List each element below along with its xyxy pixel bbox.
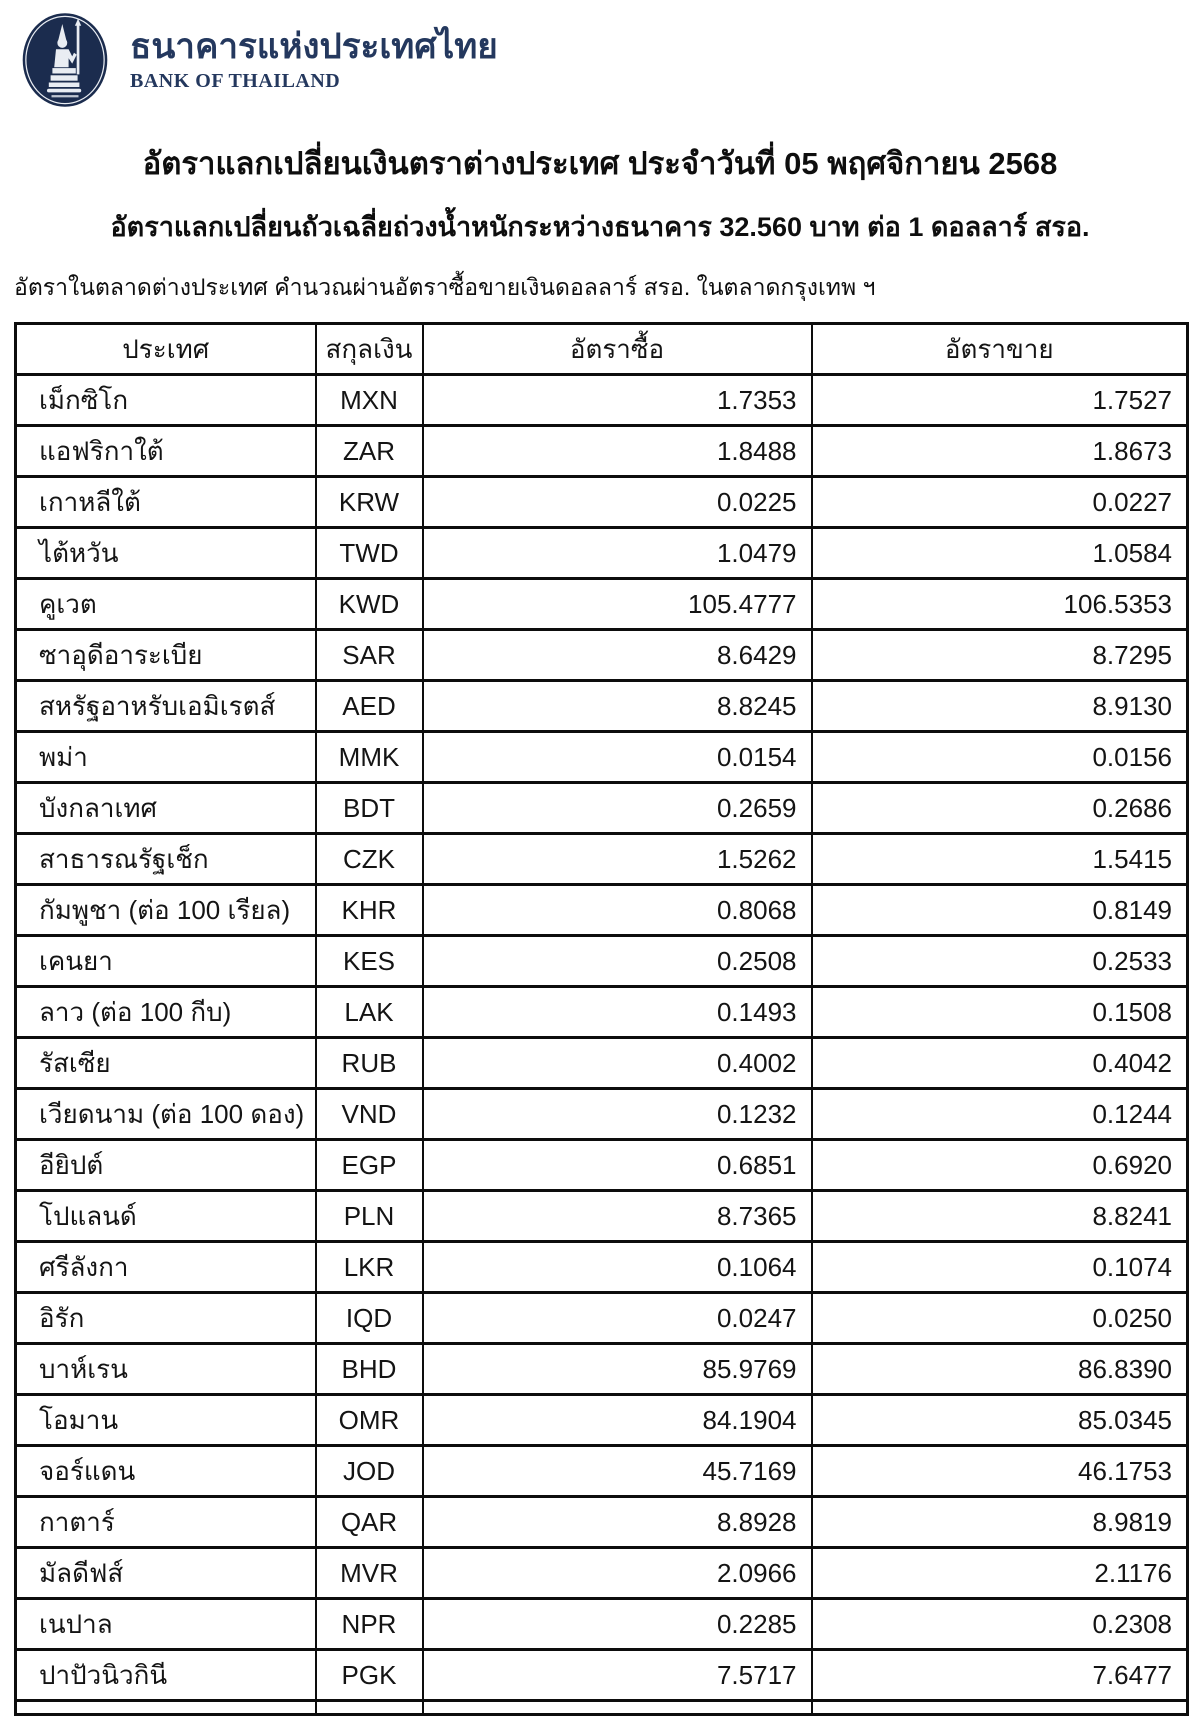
country-cell: ปาปัวนิวกินี <box>16 1650 316 1701</box>
country-cell: โอมาน <box>16 1395 316 1446</box>
table-row <box>16 1242 1188 1293</box>
table-row <box>16 1140 1188 1191</box>
currency-code-cell: KRW <box>316 477 423 528</box>
table-row <box>16 426 1188 477</box>
country-cell: รัสเซีย <box>16 1038 316 1089</box>
buy-rate-cell: 45.7169 <box>423 1446 812 1497</box>
currency-code-cell: QAR <box>316 1497 423 1548</box>
buy-rate-cell: 105.4777 <box>423 579 812 630</box>
column-header-currency: สกุลเงิน <box>316 324 423 375</box>
buy-rate-cell: 0.2285 <box>423 1599 812 1650</box>
currency-code-cell: MXN <box>316 375 423 426</box>
sell-rate-cell: 86.8390 <box>812 1344 1188 1395</box>
country-cell: อียิปต์ <box>16 1140 316 1191</box>
sell-rate-cell: 1.5415 <box>812 834 1188 885</box>
country-cell: อิรัก <box>16 1293 316 1344</box>
sell-rate-cell: 0.8149 <box>812 885 1188 936</box>
country-cell: ไต้หวัน <box>16 528 316 579</box>
country-cell: บังกลาเทศ <box>16 783 316 834</box>
buy-rate-cell: 84.1904 <box>423 1395 812 1446</box>
sell-rate-cell: 8.9819 <box>812 1497 1188 1548</box>
sell-rate-cell: 1.0584 <box>812 528 1188 579</box>
cut-off-row <box>16 1701 1188 1715</box>
sell-rate-cell: 0.1508 <box>812 987 1188 1038</box>
country-cell: ศรีลังกา <box>16 1242 316 1293</box>
table-row <box>16 375 1188 426</box>
table-row <box>16 783 1188 834</box>
buy-rate-cell: 0.6851 <box>423 1140 812 1191</box>
table-row <box>16 1446 1188 1497</box>
buy-rate-cell: 1.5262 <box>423 834 812 885</box>
table-row <box>16 936 1188 987</box>
country-cell: กาตาร์ <box>16 1497 316 1548</box>
buy-rate-cell: 8.7365 <box>423 1191 812 1242</box>
currency-code-cell: PLN <box>316 1191 423 1242</box>
country-cell: มัลดีฟส์ <box>16 1548 316 1599</box>
country-cell: โปแลนด์ <box>16 1191 316 1242</box>
table-row <box>16 987 1188 1038</box>
buy-rate-cell: 0.0154 <box>423 732 812 783</box>
table-row <box>16 1089 1188 1140</box>
buy-rate-cell: 0.1493 <box>423 987 812 1038</box>
column-header-sell-rate: อัตราขาย <box>812 324 1188 375</box>
country-cell: เคนยา <box>16 936 316 987</box>
sell-rate-cell: 1.7527 <box>812 375 1188 426</box>
table-row <box>16 834 1188 885</box>
country-cell: เม็กซิโก <box>16 375 316 426</box>
buy-rate-cell: 1.7353 <box>423 375 812 426</box>
buy-rate-cell: 0.8068 <box>423 885 812 936</box>
country-cell: พม่า <box>16 732 316 783</box>
weighted-average-rate-subtitle: อัตราแลกเปลี่ยนถัวเฉลี่ยถ่วงน้ำหนักระหว่างธนาคาร 32.560 บาท ต่อ 1 ดอลลาร์ สรอ. <box>110 212 1090 242</box>
currency-code-cell: RUB <box>316 1038 423 1089</box>
buy-rate-cell: 1.8488 <box>423 426 812 477</box>
buy-rate-cell: 85.9769 <box>423 1344 812 1395</box>
currency-code-cell: SAR <box>316 630 423 681</box>
currency-code-cell: KHR <box>316 885 423 936</box>
sell-rate-cell: 7.6477 <box>812 1650 1188 1701</box>
sell-rate-cell: 0.6920 <box>812 1140 1188 1191</box>
sell-rate-cell: 106.5353 <box>812 579 1188 630</box>
buy-rate-cell: 0.2659 <box>423 783 812 834</box>
country-cell: กัมพูชา (ต่อ 100 เรียล) <box>16 885 316 936</box>
sell-rate-cell: 0.0250 <box>812 1293 1188 1344</box>
buy-rate-cell: 0.4002 <box>423 1038 812 1089</box>
country-cell: เกาหลีใต้ <box>16 477 316 528</box>
buy-rate-cell: 0.0247 <box>423 1293 812 1344</box>
country-cell: สหรัฐอาหรับเอมิเรตส์ <box>16 681 316 732</box>
page-title: อัตราแลกเปลี่ยนเงินตราต่างประเทศ ประจำวันที่ 05 พฤศจิกายน 2568 <box>142 146 1058 181</box>
table-header-row <box>16 324 1188 375</box>
table-row <box>16 732 1188 783</box>
currency-code-cell: VND <box>316 1089 423 1140</box>
table-row <box>16 1497 1188 1548</box>
table-row <box>16 579 1188 630</box>
sell-rate-cell: 0.1074 <box>812 1242 1188 1293</box>
table-row <box>16 528 1188 579</box>
currency-code-cell: MVR <box>316 1548 423 1599</box>
currency-code-cell: KES <box>316 936 423 987</box>
buy-rate-cell: 7.5717 <box>423 1650 812 1701</box>
currency-code-cell: OMR <box>316 1395 423 1446</box>
currency-code-cell: NPR <box>316 1599 423 1650</box>
table-row <box>16 885 1188 936</box>
sell-rate-cell: 1.8673 <box>812 426 1188 477</box>
sell-rate-cell: 8.8241 <box>812 1191 1188 1242</box>
table-row <box>16 1395 1188 1446</box>
market-note: อัตราในตลาดต่างประเทศ คำนวณผ่านอัตราซื้อขายเงินดอลลาร์ สรอ. ในตลาดกรุงเทพ ฯ <box>14 274 876 300</box>
table-row <box>16 1344 1188 1395</box>
exchange-rate-table <box>14 322 1189 1716</box>
table-row <box>16 1293 1188 1344</box>
country-cell: สาธารณรัฐเช็ก <box>16 834 316 885</box>
currency-code-cell: BHD <box>316 1344 423 1395</box>
country-cell: ซาอุดีอาระเบีย <box>16 630 316 681</box>
table-row <box>16 1038 1188 1089</box>
table-row <box>16 1599 1188 1650</box>
currency-code-cell: IQD <box>316 1293 423 1344</box>
brand-header <box>0 0 1200 112</box>
table-row <box>16 681 1188 732</box>
buy-rate-cell: 1.0479 <box>423 528 812 579</box>
buy-rate-cell: 0.2508 <box>423 936 812 987</box>
currency-code-cell: PGK <box>316 1650 423 1701</box>
sell-rate-cell: 8.9130 <box>812 681 1188 732</box>
sell-rate-cell: 85.0345 <box>812 1395 1188 1446</box>
buy-rate-cell: 0.1232 <box>423 1089 812 1140</box>
currency-code-cell: EGP <box>316 1140 423 1191</box>
title-block <box>0 138 1200 248</box>
currency-code-cell: JOD <box>316 1446 423 1497</box>
buy-rate-cell: 2.0966 <box>423 1548 812 1599</box>
sell-rate-cell: 0.4042 <box>812 1038 1188 1089</box>
sell-rate-cell: 0.1244 <box>812 1089 1188 1140</box>
table-row <box>16 1548 1188 1599</box>
sell-rate-cell: 2.1176 <box>812 1548 1188 1599</box>
buy-rate-cell: 0.1064 <box>423 1242 812 1293</box>
currency-code-cell: LKR <box>316 1242 423 1293</box>
table-row <box>16 1191 1188 1242</box>
buy-rate-cell: 8.8928 <box>423 1497 812 1548</box>
sell-rate-cell: 46.1753 <box>812 1446 1188 1497</box>
bank-of-thailand-logo-icon <box>20 9 110 111</box>
sell-rate-cell: 0.2308 <box>812 1599 1188 1650</box>
table-row <box>16 477 1188 528</box>
column-header-country: ประเทศ <box>16 324 316 375</box>
currency-code-cell: BDT <box>316 783 423 834</box>
sell-rate-cell: 0.2686 <box>812 783 1188 834</box>
sell-rate-cell: 8.7295 <box>812 630 1188 681</box>
bank-name-thai: ธนาคารแห่งประเทศไทย <box>130 27 498 67</box>
bank-name-english: BANK OF THAILAND <box>130 69 341 92</box>
column-header-buy-rate: อัตราซื้อ <box>423 324 812 375</box>
country-cell: แอฟริกาใต้ <box>16 426 316 477</box>
country-cell: เวียดนาม (ต่อ 100 ดอง) <box>16 1089 316 1140</box>
currency-code-cell: CZK <box>316 834 423 885</box>
sell-rate-cell: 0.2533 <box>812 936 1188 987</box>
currency-code-cell: MMK <box>316 732 423 783</box>
buy-rate-cell: 8.6429 <box>423 630 812 681</box>
country-cell: เนปาล <box>16 1599 316 1650</box>
buy-rate-cell: 0.0225 <box>423 477 812 528</box>
country-cell: คูเวต <box>16 579 316 630</box>
currency-code-cell: TWD <box>316 528 423 579</box>
country-cell: บาห์เรน <box>16 1344 316 1395</box>
table-row <box>16 630 1188 681</box>
sell-rate-cell: 0.0156 <box>812 732 1188 783</box>
currency-code-cell: ZAR <box>316 426 423 477</box>
table-row <box>16 1650 1188 1701</box>
currency-code-cell: AED <box>316 681 423 732</box>
buy-rate-cell: 8.8245 <box>423 681 812 732</box>
currency-code-cell: LAK <box>316 987 423 1038</box>
country-cell: จอร์แดน <box>16 1446 316 1497</box>
sell-rate-cell: 0.0227 <box>812 477 1188 528</box>
country-cell: ลาว (ต่อ 100 กีบ) <box>16 987 316 1038</box>
brand-names <box>130 27 498 92</box>
currency-code-cell: KWD <box>316 579 423 630</box>
